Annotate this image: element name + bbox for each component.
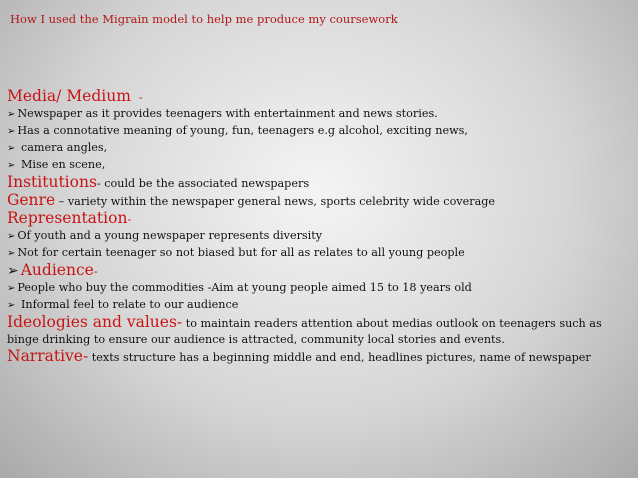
media-dash: - (138, 91, 143, 104)
arrow-bullet-icon: ➢ (7, 263, 19, 279)
list-item (7, 123, 631, 140)
representation-bullet-2: Not for certain teenager so not biased but for all as relates to all young people (17, 246, 465, 259)
audience-heading: Audience (20, 261, 94, 279)
ideologies-heading: Ideologies and values (7, 313, 177, 331)
arrow-bullet-icon: ➢ (7, 160, 16, 171)
arrow-bullet-icon: ➢ (7, 143, 16, 154)
audience-bullet-1: People who buy the commodities -Aim at young people aimed 15 to 18 years old (17, 281, 472, 294)
list-item (7, 280, 631, 297)
list-item (7, 228, 631, 245)
media-bullet-1: Newspaper as it provides teenagers with entertainment and news stories. (17, 107, 438, 120)
arrow-bullet-icon: ➢ (7, 283, 16, 294)
ideologies-text: to maintain readers attention about medias outlook on teenagers such as binge drinking to ensure our audience is attracted, community local stories and events. (7, 317, 602, 346)
section-institutions (7, 174, 631, 192)
arrow-bullet-icon: ➢ (7, 300, 16, 311)
section-ideologies (7, 314, 631, 348)
audience-dash: - (93, 265, 98, 278)
media-bullet-4: Mise en scene, (20, 158, 106, 171)
slide-content (7, 88, 631, 366)
genre-text: – variety within the newspaper general news, sports celebrity wide coverage (55, 195, 496, 208)
representation-dash: - (127, 213, 132, 226)
list-item (7, 157, 631, 174)
media-bullet-3: camera angles, (20, 141, 108, 154)
list-item (7, 297, 631, 314)
arrow-bullet-icon: ➢ (7, 248, 16, 259)
audience-bullet-2: Informal feel to relate to our audience (20, 298, 239, 311)
narrative-heading: Narrative (7, 347, 83, 365)
media-bullet-2: Has a connotative meaning of young, fun, teenagers e.g alcohol, exciting news, (17, 124, 468, 137)
list-item (7, 245, 631, 262)
ideologies-dash: - (176, 313, 183, 331)
arrow-bullet-icon: ➢ (7, 231, 16, 242)
section-audience (7, 262, 631, 280)
narrative-text: texts structure has a beginning middle and end, headlines pictures, name of newspaper (88, 351, 591, 364)
section-genre (7, 192, 631, 210)
list-item (7, 106, 631, 123)
arrow-bullet-icon: ➢ (7, 126, 16, 137)
section-representation (7, 210, 631, 228)
list-item (7, 140, 631, 157)
narrative-dash: - (82, 347, 89, 365)
institutions-heading: Institutions (7, 173, 97, 191)
representation-heading: Representation (7, 209, 128, 227)
section-narrative (7, 348, 631, 366)
representation-bullet-1: Of youth and a young newspaper represents diversity (17, 229, 323, 242)
slide-title: How I used the Migrain model to help me produce my coursework (10, 12, 398, 26)
genre-heading: Genre (7, 191, 56, 209)
arrow-bullet-icon: ➢ (7, 109, 16, 120)
institutions-text: - could be the associated newspapers (96, 177, 310, 190)
section-media (7, 88, 631, 106)
media-heading: Media/ Medium (7, 87, 131, 105)
